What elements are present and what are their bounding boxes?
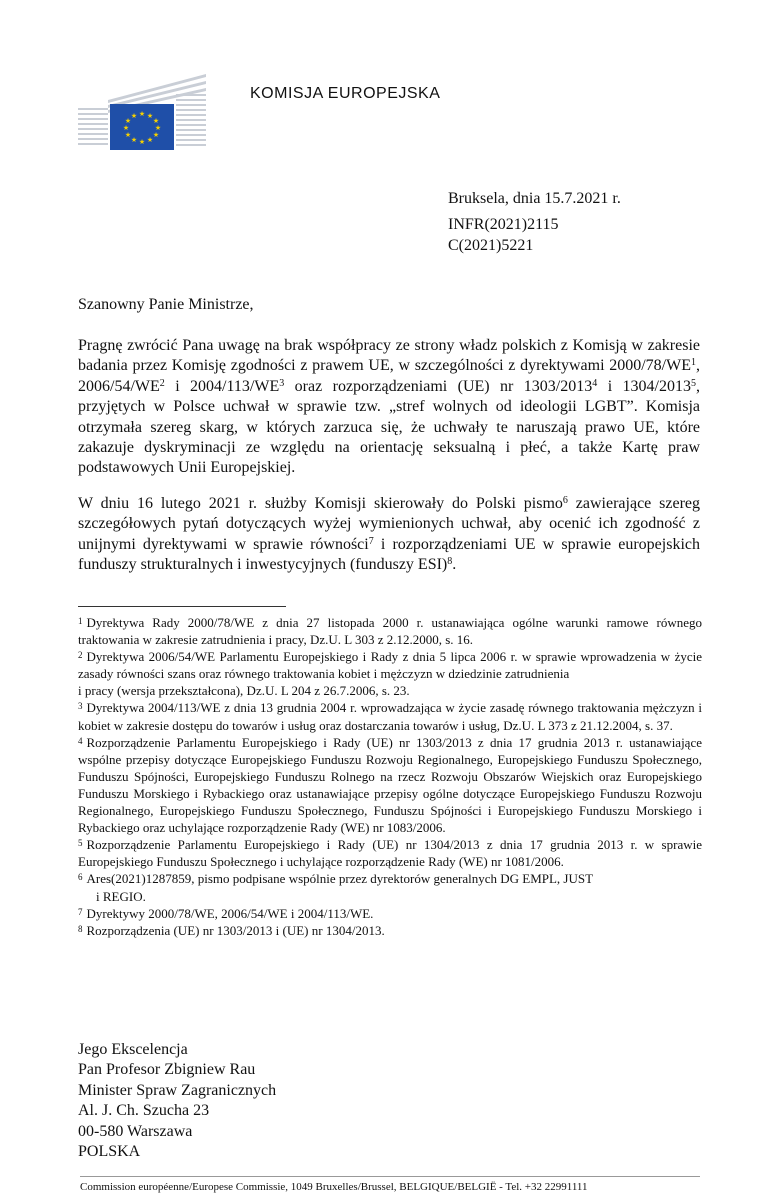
letter-date: Bruksela, dnia 15.7.2021 r. xyxy=(448,190,621,207)
footnote: $^7$ Dyrektywy 2000/78/WE, 2006/54/WE i 2004/113/WE. xyxy=(78,905,374,921)
svg-text:★: ★ xyxy=(130,112,138,120)
svg-text:★: ★ xyxy=(124,117,132,125)
address-line: Pan Profesor Zbigniew Rau xyxy=(78,1061,256,1079)
reference-c: C(2021)5221 xyxy=(448,237,534,254)
svg-text:★: ★ xyxy=(138,138,146,146)
footnote: $^5$ Rozporządzenie Parlamentu Europejskiego i Rady (UE) nr 1304/2013 z dnia 17 grudnia 2013 r. w sprawie Europejskiego Funduszu Społecznego i uchylające rozporządzenie Rady (WE) nr 1081/2006. xyxy=(78,837,702,870)
paragraph-1: Pragnę zwrócić Pana uwagę na brak współpracy ze strony władz polskich z Komisją w zakresie badania przez Komisję zgodności z prawem UE, w szczególności z dyrektywami $2000/78/WE^1$, $2006/54/WE^2$ i $2004/113/WE^3$ oraz rozporządzeniami (UE) nr 1303/2013$^4$ i 1304/2013$^5$, przyjętych w Polsce uchwał w sprawie tzw. „stref wolnych od ideologii LGBT”. Komisja otrzymała szereg skarg, w których zarzuca się, że uchwały te naruszają prawo UE, które zakazuje dyskryminacji ze względu na orientację seksualną i płeć, a także Kartę praw podstawowych Unii Europejskiej. xyxy=(78,337,701,477)
svg-text:★: ★ xyxy=(130,136,138,144)
footnote-ref: 8 xyxy=(447,556,453,568)
footnote: $^4$ Rozporządzenie Parlamentu Europejskiego i Rady (UE) nr 1303/2013 z dnia 17 grudnia 2013 r. ustanawiające wspólne przepisy dotyczące Europejskiego Funduszu Rozwoju Regionalnego, Europejskiego Funduszu Społecznego, Funduszu Spójności, Europejskiego Funduszu Rolnego na rzecz Rozwoju Obszarów Wiejskich oraz Europejskiego Funduszu Morskiego i Rybackiego oraz ustanawiające przepisy ogólne dotyczące Europejskiego Funduszu Rozwoju Regionalnego, Europejskiego Funduszu Społecznego, Funduszu Spójności i Europejskiego Funduszu Morskiego i Rybackiego oraz uchylające rozporządzenie Rady (WE) nr 1083/2006. xyxy=(78,734,702,836)
address-line: Minister Spraw Zagranicznych xyxy=(78,1081,277,1099)
address-line: POLSKA xyxy=(78,1143,141,1161)
footnote-ref: 2 xyxy=(159,377,165,389)
footnote-ref: 5 xyxy=(691,377,697,389)
paragraph-2: W dniu 16 lutego 2021 r. służby Komisji skierowały do Polski pismo$^6$ zawierające szereg szczegółowych pytań dotyczących wyżej wymienionych uchwał, aby ocenić ich zgodność z unijnymi dyrektywami w sprawie równości$^7$ i rozporządzeniami UE w sprawie europejskich funduszy strukturalnych i inwestycyjnych (funduszy ESI)$^8$. xyxy=(78,495,701,574)
footnote-continuation: i pracy (wersja przekształcona), Dz.U. L 204 z 26.7.2006, s. 23. xyxy=(78,683,410,699)
european-commission-logo xyxy=(78,72,208,152)
footnote: $^3$ Dyrektywa 2004/113/WE z dnia 13 grudnia 2004 r. wprowadzająca w życie zasadę równego traktowania mężczyzn i kobiet w zakresie dostępu do towarów i usług oraz dostarczania towarów i usług, Dz.U. L 373 z 21.12.2004, s. 37. xyxy=(78,700,702,733)
footnote-ref: 7 xyxy=(368,535,374,547)
svg-text:★: ★ xyxy=(152,131,160,139)
footnote-separator xyxy=(78,606,286,607)
address-line: Al. J. Ch. Szucha 23 xyxy=(78,1102,210,1120)
svg-text:★: ★ xyxy=(124,131,132,139)
svg-text:★: ★ xyxy=(138,110,146,118)
recipient-address xyxy=(78,1040,276,1162)
footnote-ref: 6 xyxy=(562,495,568,506)
salutation: Szanowny Panie Ministrze, xyxy=(78,296,254,313)
reference-infr: INFR(2021)2115 xyxy=(448,216,559,233)
footer-address: Commission européenne/Europese Commissie, 1049 Bruxelles/Brussel, BELGIQUE/BELGIË - Tel. +32 22991111 xyxy=(80,1181,588,1193)
footnotes xyxy=(78,614,702,939)
svg-text:★: ★ xyxy=(146,112,154,120)
organization-name: KOMISJA EUROPEJSKA xyxy=(250,85,441,102)
footnote: $^2$ Dyrektywa 2006/54/WE Parlamentu Europejskiego i Rady z dnia 5 lipca 2006 r. w sprawie wprowadzenia w życie zasady równości szans oraz równego traktowania kobiet i mężczyzn w dziedzinie zatrudnienia xyxy=(78,649,702,682)
letter-meta xyxy=(448,188,621,256)
footnote: $^6$ Ares(2021)1287859, pismo podpisane wspólnie przez dyrektorów generalnych DG EMPL, JUST xyxy=(78,871,594,887)
svg-text:★: ★ xyxy=(122,124,130,132)
footnote-continuation: i REGIO. xyxy=(96,888,146,904)
svg-text:★: ★ xyxy=(154,124,162,132)
footnote-ref: 3 xyxy=(279,377,285,389)
footnote: $^8$ Rozporządzenia (UE) nr 1303/2013 i (UE) nr 1304/2013. xyxy=(78,922,385,938)
footnote: $^1$ Dyrektywa Rady 2000/78/WE z dnia 27 listopada 2000 r. ustanawiająca ogólne warunki ramowe równego traktowania w zakresie zatrudnienia i pracy, Dz.U. L 303 z 2.12.2000, s. 16. xyxy=(78,615,702,648)
address-line: 00-580 Warszawa xyxy=(78,1122,193,1140)
svg-text:★: ★ xyxy=(152,117,160,125)
address-line: Jego Ekscelencja xyxy=(78,1041,188,1058)
footer-separator xyxy=(80,1176,700,1177)
footnote-ref: 4 xyxy=(592,377,598,389)
svg-text:★: ★ xyxy=(146,136,154,144)
footnote-ref: 1 xyxy=(691,357,696,369)
